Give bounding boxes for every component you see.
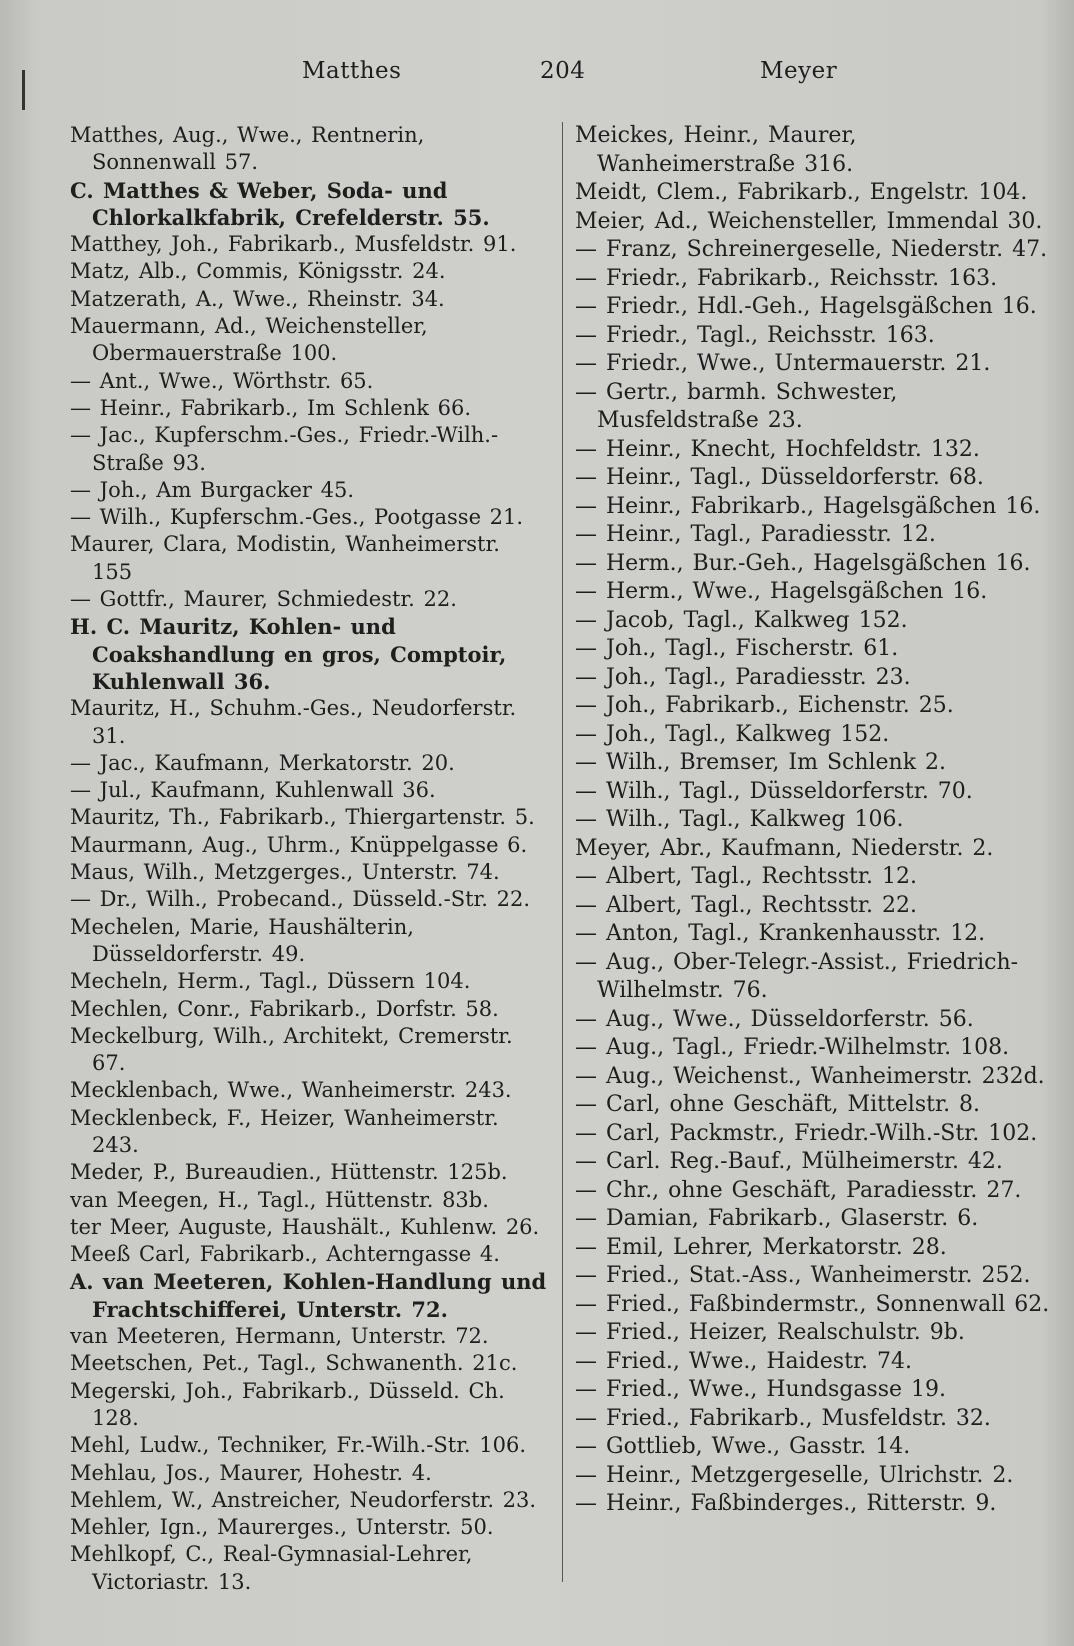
directory-entry: — Heinr., Knecht, Hochfeldstr. 132. <box>575 436 980 462</box>
directory-entry: — Aug., Tagl., Friedr.-Wilhelmstr. 108. <box>575 1035 1010 1060</box>
directory-entry: Mauritz, Th., Fabrikarb., Thiergartenstr. 5. <box>70 805 535 830</box>
directory-entry: — Heinr., Fabrikarb., Im Schlenk 66. <box>70 395 472 420</box>
directory-entry: — Joh., Am Burgacker 45. <box>70 477 355 502</box>
directory-entry: — Fried., Stat.-Ass., Wanheimerstr. 252. <box>575 1263 1031 1288</box>
directory-entry: — Heinr., Tagl., Paradiesstr. 12. <box>575 522 936 547</box>
directory-entry: A. van Meeteren, Kohlen-Handlung und Frachtschifferei, Unterstr. 72. <box>70 1269 547 1322</box>
directory-entry: — Herm., Bur.-Geh., Hagelsgäßchen 16. <box>575 550 1031 576</box>
page-number: 204 <box>540 58 586 84</box>
directory-entry: — Heinr., Tagl., Düsseldorferstr. 68. <box>575 465 984 490</box>
right-column <box>575 122 1050 1519</box>
directory-entry: Matthes, Aug., Wwe., Rentnerin, Sonnenwall 57. <box>70 123 425 175</box>
directory-entry: — Fried., Wwe., Haidestr. 74. <box>575 1348 912 1374</box>
directory-entry: — Heinr., Fabrikarb., Hagelsgäßchen 16. <box>575 493 1041 519</box>
directory-entry: — Fried., Fabrikarb., Musfeldstr. 32. <box>575 1405 991 1431</box>
directory-entry: Mehler, Ign., Maurerges., Unterstr. 50. <box>70 1515 494 1540</box>
directory-entry: Mecklenbach, Wwe., Wanheimerstr. 243. <box>70 1078 512 1103</box>
directory-entry: Mechlen, Conr., Fabrikarb., Dorfstr. 58. <box>70 996 499 1021</box>
directory-entry: Meickes, Heinr., Maurer, Wanheimerstraße 316. <box>575 123 857 177</box>
directory-entry: — Carl, Packmstr., Friedr.-Wilh.-Str. 102. <box>575 1120 1038 1146</box>
directory-entry: Mauritz, H., Schuhm.-Ges., Neudorferstr. 31. <box>70 696 517 748</box>
directory-entry: ter Meer, Auguste, Haushält., Kuhlenw. 26. <box>70 1214 540 1239</box>
directory-entry: Mecheln, Herm., Tagl., Düssern 104. <box>70 969 471 994</box>
header-right-keyword: Meyer <box>760 58 838 84</box>
page-header <box>70 58 1050 98</box>
directory-entry: — Fried., Wwe., Hundsgasse 19. <box>575 1377 947 1402</box>
directory-entry: — Gottlieb, Wwe., Gasstr. 14. <box>575 1434 911 1459</box>
directory-entry: — Aug., Ober-Telegr.-Assist., Friedrich-Wilhelmstr. 76. <box>575 949 1019 1003</box>
directory-entry: — Fried., Heizer, Realschulstr. 9b. <box>575 1320 965 1345</box>
directory-entry: — Heinr., Faßbinderges., Ritterstr. 9. <box>575 1491 997 1516</box>
directory-entry: Mauermann, Ad., Weichensteller, Obermauerstraße 100. <box>70 314 428 366</box>
directory-entry: H. C. Mauritz, Kohlen- und Coakshandlung en gros, Comptoir, Kuhlenwall 36. <box>70 614 507 694</box>
directory-entry: — Gertr., barmh. Schwester, Musfeldstraße 23. <box>575 379 898 433</box>
directory-entry: — Chr., ohne Geschäft, Paradiesstr. 27. <box>575 1177 1022 1203</box>
directory-entry: — Wilh., Bremser, Im Schlenk 2. <box>575 750 947 775</box>
directory-entry: Maurmann, Aug., Uhrm., Knüppelgasse 6. <box>70 832 528 857</box>
directory-entry: — Albert, Tagl., Rechtsstr. 12. <box>575 864 917 889</box>
directory-entry: — Jul., Kaufmann, Kuhlenwall 36. <box>70 778 436 803</box>
directory-entry: Meier, Ad., Weichensteller, Immendal 30. <box>575 208 1043 234</box>
directory-entry: — Jac., Kaufmann, Merkatorstr. 20. <box>70 750 455 775</box>
directory-entry: — Aug., Wwe., Düsseldorferstr. 56. <box>575 1006 974 1032</box>
directory-entry: — Herm., Wwe., Hagelsgäßchen 16. <box>575 579 988 604</box>
directory-entry: — Ant., Wwe., Wörthstr. 65. <box>70 368 374 393</box>
column-divider <box>562 122 563 1582</box>
directory-entry: — Dr., Wilh., Probecand., Düsseld.-Str. 22. <box>70 887 531 912</box>
directory-entry: Matzerath, A., Wwe., Rheinstr. 34. <box>70 286 445 311</box>
directory-entry: Matz, Alb., Commis, Königsstr. 24. <box>70 259 446 284</box>
directory-entry: — Friedr., Hdl.-Geh., Hagelsgäßchen 16. <box>575 294 1037 319</box>
directory-entry: — Aug., Weichenst., Wanheimerstr. 232d. <box>575 1063 1045 1089</box>
directory-entry: — Wilh., Tagl., Kalkweg 106. <box>575 807 904 832</box>
directory-entry: — Anton, Tagl., Krankenhausstr. 12. <box>575 921 986 946</box>
directory-entry: C. Matthes & Weber, Soda- und Chlorkalkfabrik, Crefelderstr. 55. <box>70 177 490 230</box>
directory-entry: Mecklenbeck, F., Heizer, Wanheimerstr. 243. <box>70 1105 499 1157</box>
directory-entry: van Meegen, H., Tagl., Hüttenstr. 83b. <box>70 1187 489 1212</box>
directory-entry: Meyer, Abr., Kaufmann, Niederstr. 2. <box>575 835 994 861</box>
directory-entry: — Jacob, Tagl., Kalkweg 152. <box>575 607 908 633</box>
directory-entry: — Carl. Reg.-Bauf., Mülheimerstr. 42. <box>575 1149 1003 1174</box>
directory-entry: — Joh., Tagl., Fischerstr. 61. <box>575 636 899 661</box>
header-left-keyword: Matthes <box>302 58 402 84</box>
directory-entry: — Friedr., Tagl., Reichsstr. 163. <box>575 322 935 348</box>
binding-mark <box>22 70 25 110</box>
directory-entry: Meckelburg, Wilh., Architekt, Cremerstr. 67. <box>70 1023 513 1076</box>
directory-entry: Meder, P., Bureaudien., Hüttenstr. 125b. <box>70 1160 508 1185</box>
directory-entry: — Joh., Tagl., Paradiesstr. 23. <box>575 664 911 690</box>
directory-entry: Matthey, Joh., Fabrikarb., Musfeldstr. 91. <box>70 232 517 257</box>
directory-entry: — Emil, Lehrer, Merkatorstr. 28. <box>575 1234 947 1260</box>
directory-entry: — Carl, ohne Geschäft, Mittelstr. 8. <box>575 1092 981 1117</box>
directory-entry: — Jac., Kupferschm.-Ges., Friedr.-Wilh.-Straße 93. <box>70 423 499 475</box>
directory-entry: Mechelen, Marie, Haushälterin, Düsseldorferstr. 49. <box>70 914 414 966</box>
directory-entry: — Gottfr., Maurer, Schmiedestr. 22. <box>70 587 457 612</box>
directory-entry: Mehlkopf, C., Real-Gymnasial-Lehrer, Victoriastr. 13. <box>70 1542 473 1594</box>
directory-entry: — Wilh., Kupferschm.-Ges., Pootgasse 21. <box>70 505 524 530</box>
directory-entry: Maus, Wilh., Metzgerges., Unterstr. 74. <box>70 860 500 885</box>
directory-entry: Meidt, Clem., Fabrikarb., Engelstr. 104. <box>575 180 1028 205</box>
directory-entry: van Meeteren, Hermann, Unterstr. 72. <box>70 1324 489 1349</box>
directory-entry: Meetschen, Pet., Tagl., Schwanenth. 21c. <box>70 1351 518 1376</box>
directory-entry: — Wilh., Tagl., Düsseldorferstr. 70. <box>575 778 973 804</box>
directory-entry: Mehl, Ludw., Techniker, Fr.-Wilh.-Str. 106. <box>70 1433 527 1458</box>
directory-entry: — Friedr., Wwe., Untermauerstr. 21. <box>575 351 991 376</box>
directory-entry: Mehlau, Jos., Maurer, Hohestr. 4. <box>70 1460 432 1485</box>
directory-entry: — Fried., Faßbindermstr., Sonnenwall 62. <box>575 1291 1050 1317</box>
directory-entry: — Albert, Tagl., Rechtsstr. 22. <box>575 892 917 918</box>
directory-entry: — Joh., Tagl., Kalkweg 152. <box>575 721 890 747</box>
directory-entry: Maurer, Clara, Modistin, Wanheimerstr. 155 <box>70 532 500 584</box>
left-column <box>70 122 548 1596</box>
directory-entry: Meeß Carl, Fabrikarb., Achterngasse 4. <box>70 1242 500 1267</box>
directory-entry: Mehlem, W., Anstreicher, Neudorferstr. 23. <box>70 1487 537 1512</box>
directory-entry: — Damian, Fabrikarb., Glaserstr. 6. <box>575 1206 979 1231</box>
directory-entry: — Friedr., Fabrikarb., Reichsstr. 163. <box>575 265 998 291</box>
directory-entry: — Joh., Fabrikarb., Eichenstr. 25. <box>575 693 954 718</box>
directory-entry: Megerski, Joh., Fabrikarb., Düsseld. Ch. 128. <box>70 1378 505 1430</box>
directory-entry: — Franz, Schreinergeselle, Niederstr. 47. <box>575 237 1048 262</box>
directory-entry: — Heinr., Metzgergeselle, Ulrichstr. 2. <box>575 1462 1014 1488</box>
